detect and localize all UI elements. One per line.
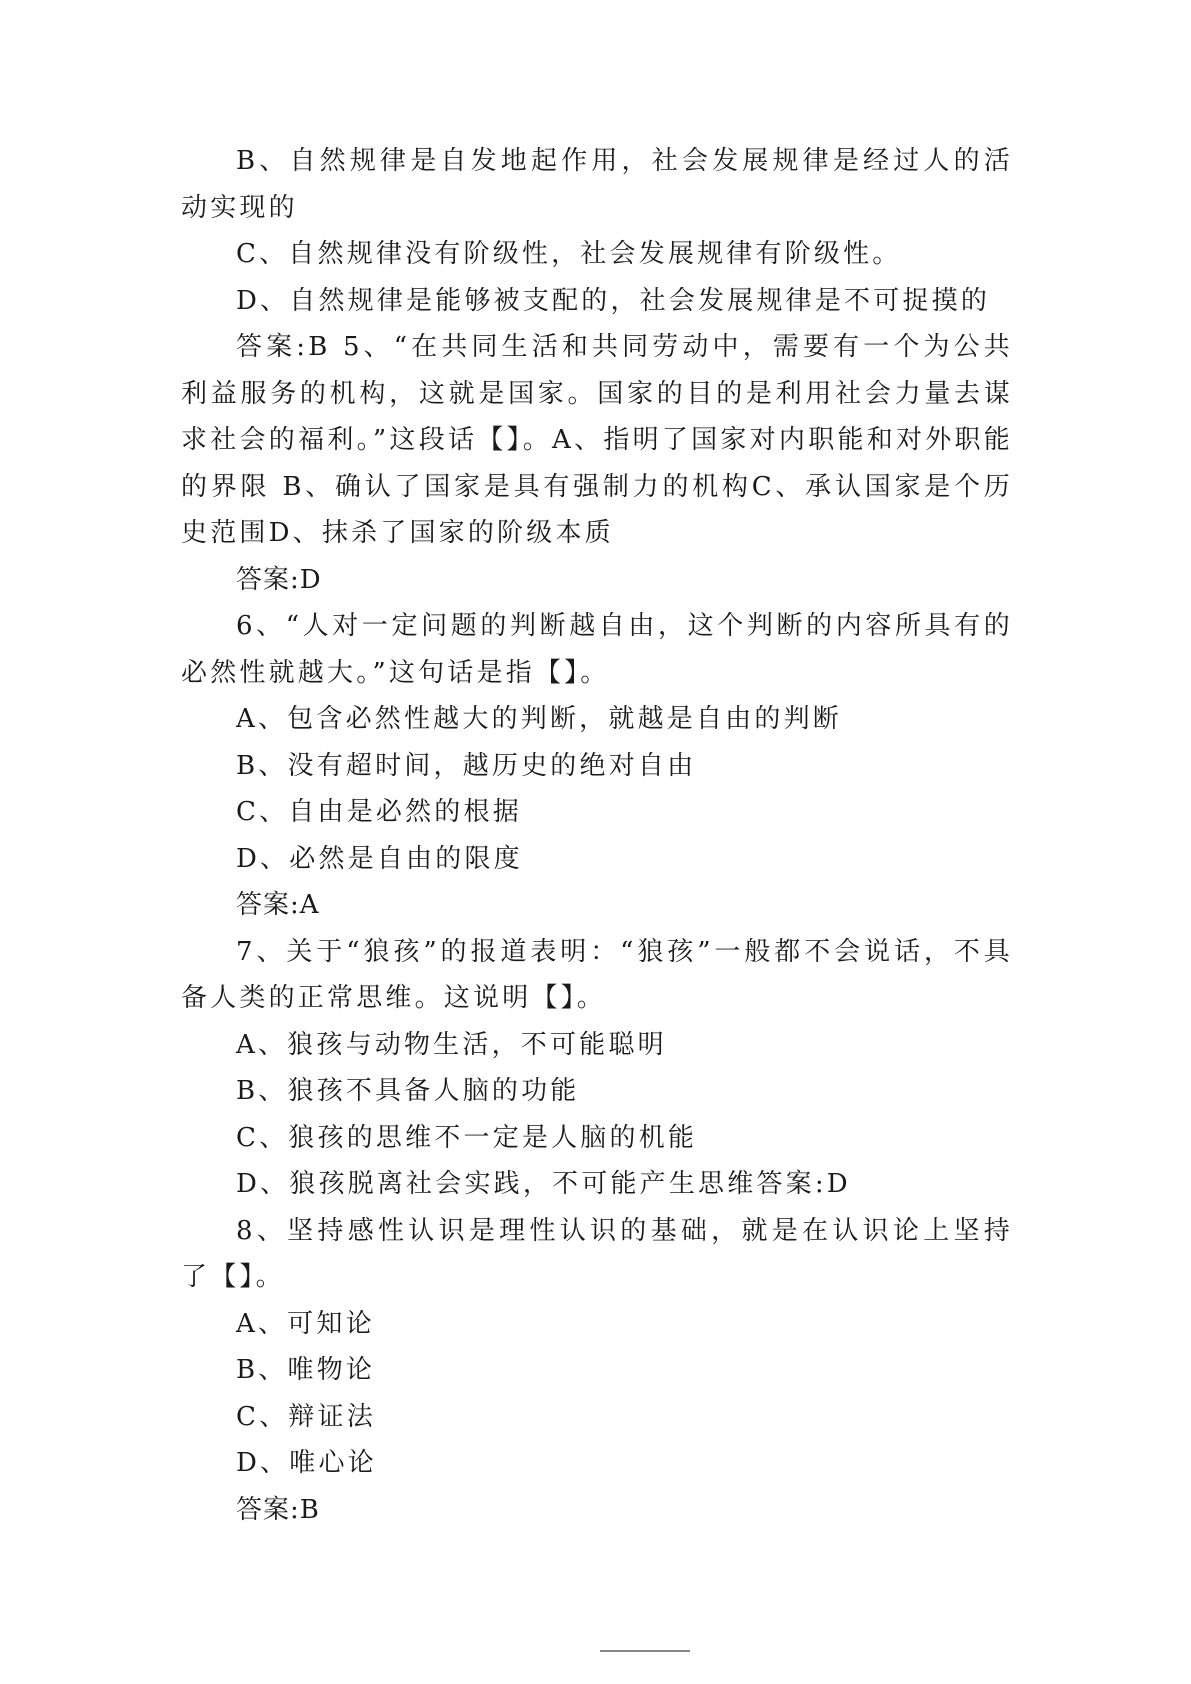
option-b-q7: B、狼孩不具备人脑的功能 — [236, 1076, 580, 1106]
option-d-q8: D、唯心论 — [236, 1448, 377, 1478]
answer-q6: 答案:A — [236, 890, 320, 920]
option-a-q7: A、狼孩与动物生活，不可能聪明 — [236, 1029, 667, 1060]
question-6: 6、“人对一定问题的判断越自由，这个判断的内容所具有的必然性就越大。”这句话是指【】。 — [181, 611, 1013, 688]
footer-divider — [600, 1650, 690, 1652]
option-c-q4: C、自然规律没有阶级性，社会发展规律有阶级性。 — [236, 239, 902, 269]
option-d-q7-answer: D、狼孩脱离社会实践，不可能产生思维答案:D — [236, 1169, 851, 1199]
option-c-q8: C、辩证法 — [236, 1401, 376, 1432]
option-a-q6: A、包含必然性越大的判断，就越是自由的判断 — [236, 704, 842, 734]
option-b-q8: B、唯物论 — [236, 1355, 376, 1385]
document-body — [181, 138, 1013, 1533]
option-a-q8: A、可知论 — [236, 1308, 375, 1339]
answer-q4-question-5: 答案:B 5、“在共同生活和共同劳动中，需要有一个为公共利益服务的机构，这就是国家。国家的目的是利用社会力量去谋求社会的福利。”这段话【】。A、指明了国家对内职能和对外职能的界限 B、确认了国家是具有强制力的机构C、承认国家是个历史范围D、抹杀了国家的阶级本质 — [181, 332, 1013, 548]
answer-q8: 答案:B — [236, 1494, 320, 1525]
option-d-q4: D、自然规律是能够被支配的，社会发展规律是不可捉摸的 — [236, 285, 991, 316]
option-b-q6: B、没有超时间，越历史的绝对自由 — [236, 750, 697, 781]
question-8: 8、坚持感性认识是理性认识的基础，就是在认识论上坚持了【】。 — [181, 1215, 1013, 1292]
option-c-q6: C、自由是必然的根据 — [236, 797, 522, 827]
option-b-q4: B、自然规律是自发地起作用，社会发展规律是经过人的活动实现的 — [181, 146, 1013, 223]
option-d-q6: D、必然是自由的限度 — [236, 843, 523, 874]
option-c-q7: C、狼孩的思维不一定是人脑的机能 — [236, 1122, 698, 1153]
question-7: 7、关于“狼孩”的报道表明：“狼孩”一般都不会说话，不具备人类的正常思维。这说明【】。 — [181, 936, 1013, 1013]
answer-q5: 答案:D — [236, 564, 322, 595]
